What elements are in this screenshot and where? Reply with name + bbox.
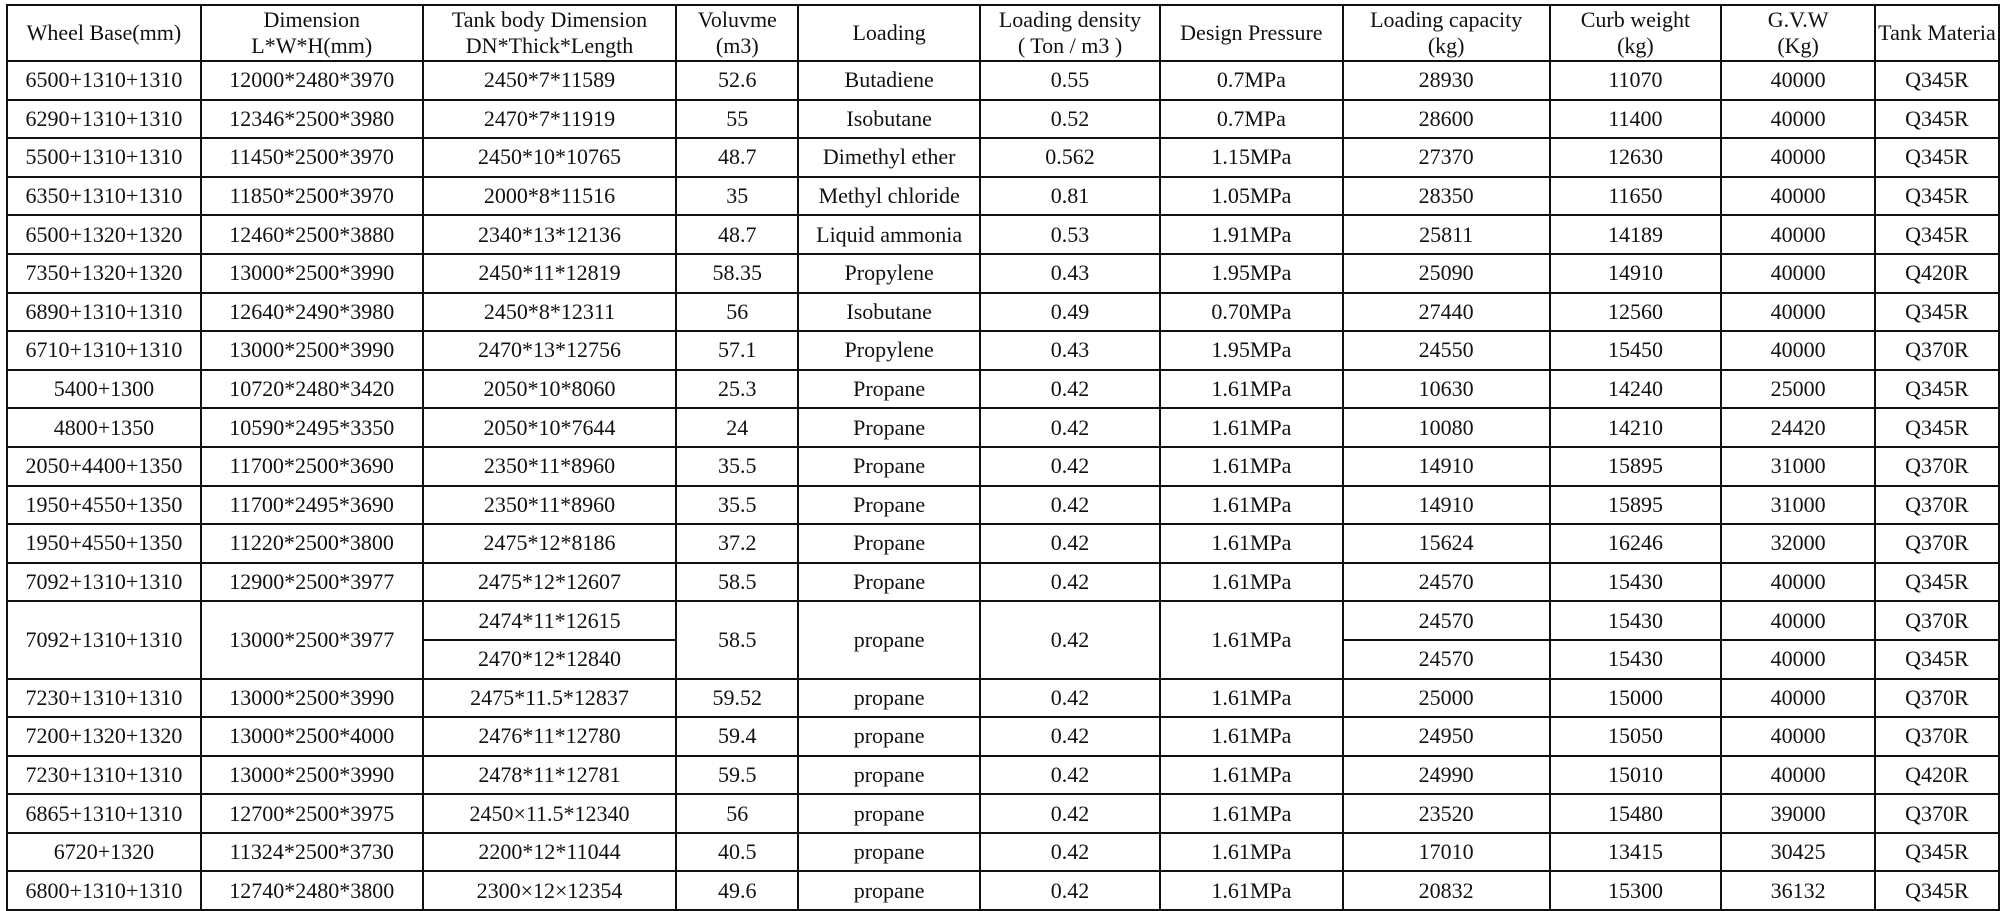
column-header-text: DN*Thick*Length — [465, 33, 634, 58]
table-cell: 56 — [676, 293, 798, 332]
table-cell: 14189 — [1550, 215, 1722, 254]
table-cell: 52.6 — [676, 61, 798, 100]
table-cell: 11324*2500*3730 — [201, 833, 423, 872]
column-header-text: Tank body Dimension — [451, 7, 648, 32]
spec-sheet — [6, 4, 2000, 911]
table-cell: propane — [798, 833, 980, 872]
table-cell: 0.42 — [980, 794, 1160, 833]
table-cell: 58.5 — [676, 563, 798, 602]
table-cell: 55 — [676, 100, 798, 139]
table-cell: 40000 — [1721, 717, 1875, 756]
table-cell: 1.61MPa — [1160, 756, 1343, 795]
table-cell: 0.42 — [980, 370, 1160, 409]
table-cell: 40000 — [1721, 254, 1875, 293]
table-cell: 27440 — [1343, 293, 1550, 332]
table-cell: 25811 — [1343, 215, 1550, 254]
table-row — [7, 215, 1999, 254]
table-cell: Q345R — [1875, 408, 1999, 447]
table-cell: Q345R — [1875, 215, 1999, 254]
table-cell: 7350+1320+1320 — [7, 254, 201, 293]
table-row — [7, 563, 1999, 602]
table-cell: propane — [798, 756, 980, 795]
table-cell: Liquid ammonia — [798, 215, 980, 254]
table-cell: 40000 — [1721, 563, 1875, 602]
table-cell: 1950+4550+1350 — [7, 486, 201, 525]
table-row — [7, 756, 1999, 795]
table-cell: 2475*11.5*12837 — [423, 679, 677, 718]
table-cell: 5500+1310+1310 — [7, 138, 201, 177]
table-cell: 2200*12*11044 — [423, 833, 677, 872]
table-cell: 40000 — [1721, 756, 1875, 795]
table-cell: Q345R — [1875, 563, 1999, 602]
table-cell: 0.42 — [980, 563, 1160, 602]
table-row — [7, 331, 1999, 370]
table-cell: 2475*12*12607 — [423, 563, 677, 602]
table-cell: 35.5 — [676, 447, 798, 486]
table-cell: Q370R — [1875, 794, 1999, 833]
table-cell: 0.7MPa — [1160, 61, 1343, 100]
table-cell: 12740*2480*3800 — [201, 871, 423, 910]
table-cell: 12700*2500*3975 — [201, 794, 423, 833]
table-cell: 5400+1300 — [7, 370, 201, 409]
table-cell: propane — [798, 871, 980, 910]
table-cell: propane — [798, 601, 980, 678]
table-cell: 6500+1320+1320 — [7, 215, 201, 254]
table-cell: 11070 — [1550, 61, 1722, 100]
table-cell: 59.52 — [676, 679, 798, 718]
table-cell: 24990 — [1343, 756, 1550, 795]
table-cell: 13000*2500*4000 — [201, 717, 423, 756]
table-cell: 25000 — [1721, 370, 1875, 409]
column-header-text: (Kg) — [1777, 33, 1819, 58]
table-cell: 7092+1310+1310 — [7, 563, 201, 602]
column-header-text: Curb weight — [1580, 7, 1691, 32]
table-cell: 15300 — [1550, 871, 1722, 910]
table-cell: 40000 — [1721, 331, 1875, 370]
column-header — [980, 5, 1160, 61]
table-cell: 35 — [676, 177, 798, 216]
table-cell: 0.42 — [980, 756, 1160, 795]
table-cell: Q370R — [1875, 679, 1999, 718]
table-cell: 10720*2480*3420 — [201, 370, 423, 409]
table-cell: 2475*12*8186 — [423, 524, 677, 563]
table-cell: 1.61MPa — [1160, 524, 1343, 563]
table-row — [7, 794, 1999, 833]
table-cell: 27370 — [1343, 138, 1550, 177]
table-cell: 12640*2490*3980 — [201, 293, 423, 332]
table-cell: 2478*11*12781 — [423, 756, 677, 795]
table-row — [7, 138, 1999, 177]
table-cell: 59.5 — [676, 756, 798, 795]
table-cell: 15430 — [1550, 601, 1722, 640]
table-cell: Q345R — [1875, 293, 1999, 332]
table-cell: 0.42 — [980, 408, 1160, 447]
table-cell: 7092+1310+1310 — [7, 601, 201, 678]
column-header — [1875, 5, 1999, 61]
table-cell: 58.35 — [676, 254, 798, 293]
table-cell: 14910 — [1343, 486, 1550, 525]
table-cell: 1.61MPa — [1160, 408, 1343, 447]
table-row — [7, 447, 1999, 486]
column-header-text: Dimension — [263, 7, 361, 32]
table-cell: Propane — [798, 563, 980, 602]
table-cell: 14210 — [1550, 408, 1722, 447]
table-cell: 15895 — [1550, 447, 1722, 486]
table-cell: 14910 — [1550, 254, 1722, 293]
table-cell: 0.42 — [980, 871, 1160, 910]
table-cell: propane — [798, 794, 980, 833]
table-cell: 40000 — [1721, 215, 1875, 254]
table-cell: 0.42 — [980, 524, 1160, 563]
table-cell: 24570 — [1343, 640, 1550, 679]
table-cell: 1.61MPa — [1160, 717, 1343, 756]
table-cell: 14910 — [1343, 447, 1550, 486]
table-row — [7, 100, 1999, 139]
table-cell: 17010 — [1343, 833, 1550, 872]
table-row — [7, 871, 1999, 910]
table-cell: Q370R — [1875, 524, 1999, 563]
table-cell: 2340*13*12136 — [423, 215, 677, 254]
table-cell: 13000*2500*3990 — [201, 679, 423, 718]
table-cell: 11450*2500*3970 — [201, 138, 423, 177]
table-cell: 15480 — [1550, 794, 1722, 833]
table-cell: 12000*2480*3970 — [201, 61, 423, 100]
table-cell: 2476*11*12780 — [423, 717, 677, 756]
table-cell: 40000 — [1721, 61, 1875, 100]
table-cell: 2450*8*12311 — [423, 293, 677, 332]
table-cell: Q345R — [1875, 871, 1999, 910]
table-cell: 2050*10*8060 — [423, 370, 677, 409]
table-cell: 6710+1310+1310 — [7, 331, 201, 370]
table-cell: Propylene — [798, 254, 980, 293]
table-cell: Q370R — [1875, 717, 1999, 756]
table-cell: 2450*7*11589 — [423, 61, 677, 100]
table-cell: 1.61MPa — [1160, 679, 1343, 718]
table-cell: 56 — [676, 794, 798, 833]
table-cell: 20832 — [1343, 871, 1550, 910]
table-cell: 40000 — [1721, 679, 1875, 718]
table-cell: 24950 — [1343, 717, 1550, 756]
table-cell: 28930 — [1343, 61, 1550, 100]
table-cell: 24550 — [1343, 331, 1550, 370]
header-row — [7, 5, 1999, 61]
column-header — [1343, 5, 1550, 61]
table-cell: 2450*11*12819 — [423, 254, 677, 293]
table-cell: 2470*12*12840 — [423, 640, 677, 679]
column-header — [7, 5, 201, 61]
table-cell: 13000*2500*3990 — [201, 756, 423, 795]
column-header-text: Wheel Base(mm) — [26, 20, 182, 45]
table-cell: 12560 — [1550, 293, 1722, 332]
table-cell: 0.42 — [980, 486, 1160, 525]
table-row — [7, 370, 1999, 409]
table-cell: 58.5 — [676, 601, 798, 678]
column-header-text: Design Pressure — [1180, 20, 1323, 45]
table-cell: 0.42 — [980, 601, 1160, 678]
table-cell: 7230+1310+1310 — [7, 756, 201, 795]
column-header — [201, 5, 423, 61]
table-cell: 11850*2500*3970 — [201, 177, 423, 216]
table-cell: 0.53 — [980, 215, 1160, 254]
spec-table — [6, 4, 2000, 911]
table-cell: 6500+1310+1310 — [7, 61, 201, 100]
column-header-text: L*W*H(mm) — [251, 33, 373, 58]
table-cell: 0.42 — [980, 679, 1160, 718]
table-cell: 15450 — [1550, 331, 1722, 370]
table-cell: 59.4 — [676, 717, 798, 756]
table-cell: 15624 — [1343, 524, 1550, 563]
table-cell: 0.43 — [980, 331, 1160, 370]
column-header-text: Loading density — [998, 7, 1142, 32]
table-cell: 11700*2495*3690 — [201, 486, 423, 525]
table-cell: 28350 — [1343, 177, 1550, 216]
table-cell: 35.5 — [676, 486, 798, 525]
table-cell: 1.61MPa — [1160, 601, 1343, 678]
table-cell: 40.5 — [676, 833, 798, 872]
table-cell: 2050*10*7644 — [423, 408, 677, 447]
table-row — [7, 833, 1999, 872]
column-header-text: ( Ton / m3 ) — [1017, 33, 1123, 58]
column-header-text: (m3) — [715, 33, 759, 58]
table-cell: 0.70MPa — [1160, 293, 1343, 332]
table-cell: 15895 — [1550, 486, 1722, 525]
column-header-text: G.V.W — [1767, 7, 1829, 32]
table-cell: 0.49 — [980, 293, 1160, 332]
column-header — [798, 5, 980, 61]
table-cell: Q345R — [1875, 177, 1999, 216]
table-cell: 7230+1310+1310 — [7, 679, 201, 718]
table-cell: 15000 — [1550, 679, 1722, 718]
table-cell: 2350*11*8960 — [423, 486, 677, 525]
table-cell: 24420 — [1721, 408, 1875, 447]
table-cell: 11650 — [1550, 177, 1722, 216]
table-cell: 1.05MPa — [1160, 177, 1343, 216]
table-cell: 0.81 — [980, 177, 1160, 216]
column-header-text: Voluvme — [697, 7, 777, 32]
table-cell: Q420R — [1875, 254, 1999, 293]
column-header — [676, 5, 798, 61]
table-cell: 2450*10*10765 — [423, 138, 677, 177]
table-cell: 15430 — [1550, 640, 1722, 679]
table-cell: 0.43 — [980, 254, 1160, 293]
table-cell: Isobutane — [798, 100, 980, 139]
table-cell: 0.42 — [980, 833, 1160, 872]
table-cell: propane — [798, 679, 980, 718]
table-cell: 49.6 — [676, 871, 798, 910]
table-cell: Propylene — [798, 331, 980, 370]
table-cell: 1.61MPa — [1160, 871, 1343, 910]
table-cell: 2470*7*11919 — [423, 100, 677, 139]
table-cell: 1.61MPa — [1160, 486, 1343, 525]
table-cell: 39000 — [1721, 794, 1875, 833]
column-header-text: (kg) — [1427, 33, 1465, 58]
table-cell: 25000 — [1343, 679, 1550, 718]
table-cell: Q345R — [1875, 100, 1999, 139]
table-cell: 40000 — [1721, 601, 1875, 640]
table-cell: 0.562 — [980, 138, 1160, 177]
table-cell: 2450×11.5*12340 — [423, 794, 677, 833]
table-cell: 16246 — [1550, 524, 1722, 563]
table-cell: 14240 — [1550, 370, 1722, 409]
table-cell: 0.55 — [980, 61, 1160, 100]
table-cell: 30425 — [1721, 833, 1875, 872]
table-cell: Methyl chloride — [798, 177, 980, 216]
table-row — [7, 717, 1999, 756]
column-header-text: Loading — [852, 20, 926, 45]
table-cell: Q345R — [1875, 138, 1999, 177]
table-cell: 11400 — [1550, 100, 1722, 139]
table-cell: 10080 — [1343, 408, 1550, 447]
table-cell: Q345R — [1875, 833, 1999, 872]
table-row — [7, 524, 1999, 563]
table-cell: Q345R — [1875, 640, 1999, 679]
table-row-merged — [7, 601, 1999, 640]
table-cell: Propane — [798, 408, 980, 447]
table-cell: 1.61MPa — [1160, 563, 1343, 602]
table-cell: Propane — [798, 486, 980, 525]
table-cell: 40000 — [1721, 100, 1875, 139]
table-cell: 11700*2500*3690 — [201, 447, 423, 486]
table-cell: 10590*2495*3350 — [201, 408, 423, 447]
table-cell: Propane — [798, 370, 980, 409]
column-header-text: Loading capacity — [1370, 7, 1523, 32]
table-row — [7, 486, 1999, 525]
column-header-text: (kg) — [1617, 33, 1654, 58]
table-cell: 1.61MPa — [1160, 794, 1343, 833]
table-cell: 40000 — [1721, 138, 1875, 177]
table-cell: 12460*2500*3880 — [201, 215, 423, 254]
table-cell: Q370R — [1875, 601, 1999, 640]
column-header — [423, 5, 677, 61]
table-cell: 40000 — [1721, 293, 1875, 332]
table-cell: 28600 — [1343, 100, 1550, 139]
table-cell: 6800+1310+1310 — [7, 871, 201, 910]
table-cell: 4800+1350 — [7, 408, 201, 447]
table-cell: 11220*2500*3800 — [201, 524, 423, 563]
table-cell: propane — [798, 717, 980, 756]
table-cell: Propane — [798, 524, 980, 563]
table-cell: 2300×12×12354 — [423, 871, 677, 910]
table-cell: 10630 — [1343, 370, 1550, 409]
table-cell: 0.42 — [980, 447, 1160, 486]
table-cell: 40000 — [1721, 640, 1875, 679]
table-cell: 13000*2500*3977 — [201, 601, 423, 678]
column-header — [1721, 5, 1875, 61]
table-row — [7, 679, 1999, 718]
table-cell: 48.7 — [676, 138, 798, 177]
table-cell: 6890+1310+1310 — [7, 293, 201, 332]
table-cell: 0.7MPa — [1160, 100, 1343, 139]
table-cell: 2474*11*12615 — [423, 601, 677, 640]
column-header — [1160, 5, 1343, 61]
table-cell: 1950+4550+1350 — [7, 524, 201, 563]
table-cell: Q370R — [1875, 331, 1999, 370]
table-cell: 2050+4400+1350 — [7, 447, 201, 486]
table-cell: Propane — [798, 447, 980, 486]
table-cell: 31000 — [1721, 486, 1875, 525]
table-cell: 15430 — [1550, 563, 1722, 602]
table-cell: 25.3 — [676, 370, 798, 409]
table-cell: 0.52 — [980, 100, 1160, 139]
table-cell: 2350*11*8960 — [423, 447, 677, 486]
table-cell: 40000 — [1721, 177, 1875, 216]
table-cell: Q420R — [1875, 756, 1999, 795]
table-cell: 12346*2500*3980 — [201, 100, 423, 139]
table-row — [7, 177, 1999, 216]
table-cell: 6720+1320 — [7, 833, 201, 872]
table-cell: Dimethyl ether — [798, 138, 980, 177]
column-header — [1550, 5, 1722, 61]
table-cell: 13000*2500*3990 — [201, 254, 423, 293]
table-cell: 15050 — [1550, 717, 1722, 756]
table-cell: 6350+1310+1310 — [7, 177, 201, 216]
table-cell: Q345R — [1875, 370, 1999, 409]
table-cell: 23520 — [1343, 794, 1550, 833]
table-cell: 36132 — [1721, 871, 1875, 910]
table-cell: 13415 — [1550, 833, 1722, 872]
table-cell: 1.95MPa — [1160, 331, 1343, 370]
table-cell: 12630 — [1550, 138, 1722, 177]
table-cell: Q370R — [1875, 486, 1999, 525]
table-cell: Q345R — [1875, 61, 1999, 100]
column-header-text: Tank Materia — [1878, 20, 1996, 45]
table-row — [7, 254, 1999, 293]
table-cell: 31000 — [1721, 447, 1875, 486]
table-cell: 48.7 — [676, 215, 798, 254]
table-cell: 1.61MPa — [1160, 370, 1343, 409]
table-cell: 0.42 — [980, 717, 1160, 756]
table-body — [7, 61, 1999, 910]
table-cell: 6290+1310+1310 — [7, 100, 201, 139]
table-cell: 2470*13*12756 — [423, 331, 677, 370]
table-cell: 1.61MPa — [1160, 447, 1343, 486]
table-cell: 25090 — [1343, 254, 1550, 293]
table-cell: 24570 — [1343, 601, 1550, 640]
table-cell: 57.1 — [676, 331, 798, 370]
table-row — [7, 61, 1999, 100]
table-cell: 15010 — [1550, 756, 1722, 795]
table-cell: 1.61MPa — [1160, 833, 1343, 872]
table-cell: 24570 — [1343, 563, 1550, 602]
table-cell: 32000 — [1721, 524, 1875, 563]
table-cell: 37.2 — [676, 524, 798, 563]
table-cell: 13000*2500*3990 — [201, 331, 423, 370]
table-cell: 1.91MPa — [1160, 215, 1343, 254]
table-cell: Isobutane — [798, 293, 980, 332]
table-row — [7, 408, 1999, 447]
table-cell: Butadiene — [798, 61, 980, 100]
table-cell: 1.95MPa — [1160, 254, 1343, 293]
table-cell: Q370R — [1875, 447, 1999, 486]
table-cell: 12900*2500*3977 — [201, 563, 423, 602]
table-cell: 7200+1320+1320 — [7, 717, 201, 756]
table-cell: 24 — [676, 408, 798, 447]
table-cell: 6865+1310+1310 — [7, 794, 201, 833]
table-row — [7, 293, 1999, 332]
table-cell: 1.15MPa — [1160, 138, 1343, 177]
table-cell: 2000*8*11516 — [423, 177, 677, 216]
